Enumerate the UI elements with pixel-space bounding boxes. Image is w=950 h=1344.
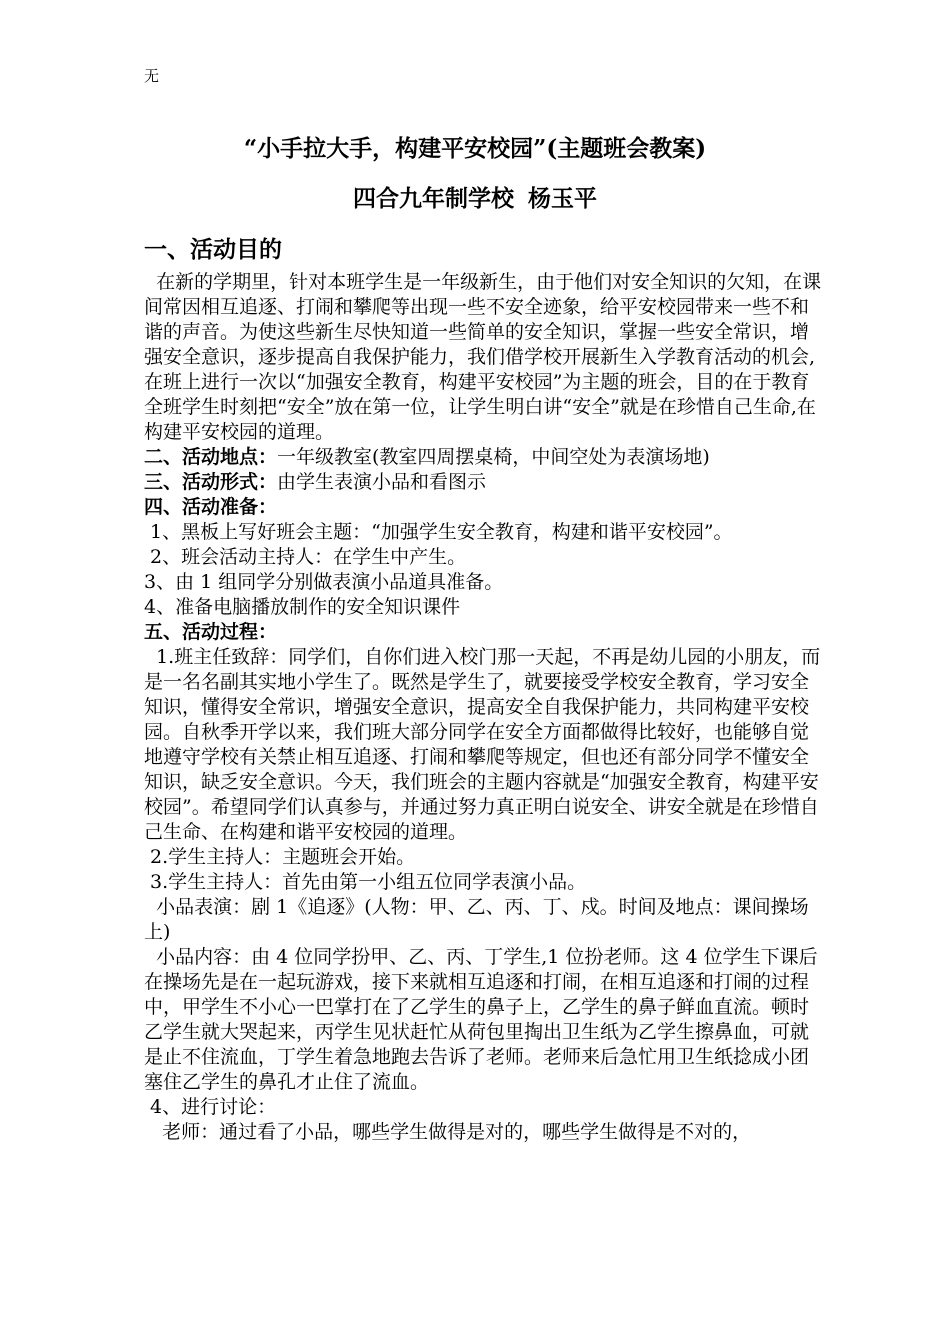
process-item: 小品内容：由 4 位同学扮甲、乙、丙、丁学生,1 位扮老师。这 4 位学生下课后在操场先是在一起玩游戏，接下来就相互追逐和打闹，在相互追逐和打闹的过程中，甲学生不小心一巴掌打在了乙学生的鼻子上，乙学生的鼻子鲜血直流。顿时乙学生就大哭起来，丙学生见状赶忙从荷包里掏出卫生纸为乙学生擦鼻血，可就是止不住流血，丁学生着急地跑去告诉了老师。老师来后急忙用卫生纸捻成小团塞住乙学生的鼻孔才止住了流血。 [144,946,818,1093]
process-item: 1.班主任致辞：同学们，自你们进入校门那一天起，不再是幼儿园的小朋友，而是一名名副其实地小学生了。既然是学生了，就要接受学校安全教育，学习安全知识，懂得安全常识，增强安全意识，提高安全自我保护能力，共同构建平安校园。自秋季开学以来，我们班大部分同学在安全方面都做得比较好，也能够自觉地遵守学校有关禁止相互追逐、打闹和攀爬等规定，但也还有部分同学不懂安全知识，缺乏安全意识。今天，我们班会的主题内容就是“加强安全教育，构建平安校园”。希望同学们认真参与，并通过努力真正明白说安全、讲安全就是在珍惜自己生命、在构建和谐平安校园的道理。 [144,646,821,843]
author-line [0,184,950,214]
process-item: 老师：通过看了小品，哪些学生做得是对的，哪些学生做得是不对的， [144,1121,752,1143]
process-item: 小品表演：剧 1《追逐》(人物：甲、乙、丙、丁、戍。时间及地点：课间操场上) [144,896,809,943]
prep-label: 四、活动准备： [144,496,278,518]
form-text: 由学生表演小品和看图示 [277,471,487,493]
location-text: 一年级教室(教室四周摆桌椅，中间空处为表演场地) [277,446,710,468]
prep-item: 3、由 1 组同学分别做表演小品道具准备。 [144,571,504,593]
process-label: 五、活动过程： [144,621,278,643]
process-item: 3.学生主持人：首先由第一小组五位同学表演小品。 [144,871,587,893]
document-title: “小手拉大手，构建平安校园”(主题班会教案) [243,135,707,162]
process-item: 4、进行讨论： [144,1096,277,1118]
author-name: 杨玉平 [528,185,597,212]
header-note: 无 [144,67,160,85]
process-item: 2.学生主持人：主题班会开始。 [144,846,416,868]
prep-item: 4、准备电脑播放制作的安全知识课件 [144,596,461,618]
form-line [144,470,824,495]
purpose-paragraph: 在新的学期里，针对本班学生是一年级新生，由于他们对安全知识的欠知，在课间常因相互追逐、打闹和攀爬等出现一些不安全迹象，给平安校园带来一些不和谐的声音。为使这些新生尽快知道一些简单的安全知识，掌握一些安全常识，增强安全意识，逐步提高自我保护能力，我们借学校开展新生入学教育活动的机会,在班上进行一次以“加强安全教育，构建平安校园”为主题的班会，目的在于教育全班学生时刻把“安全”放在第一位，让学生明白讲“安全”就是在珍惜自己生命,在构建平安校园的道理。 [144,271,822,443]
location-line [144,445,824,470]
author-school: 四合九年制学校 [353,185,514,212]
location-label: 二、活动地点： [144,446,278,468]
prep-item: 2、班会活动主持人：在学生中产生。 [144,546,467,568]
document-body [144,232,824,1145]
prep-item: 1、黑板上写好班会主题：“加强学生安全教育，构建和谐平安校园”。 [144,521,733,543]
form-label: 三、活动形式： [144,471,278,493]
section-heading-purpose: 一、活动目的 [144,236,282,263]
